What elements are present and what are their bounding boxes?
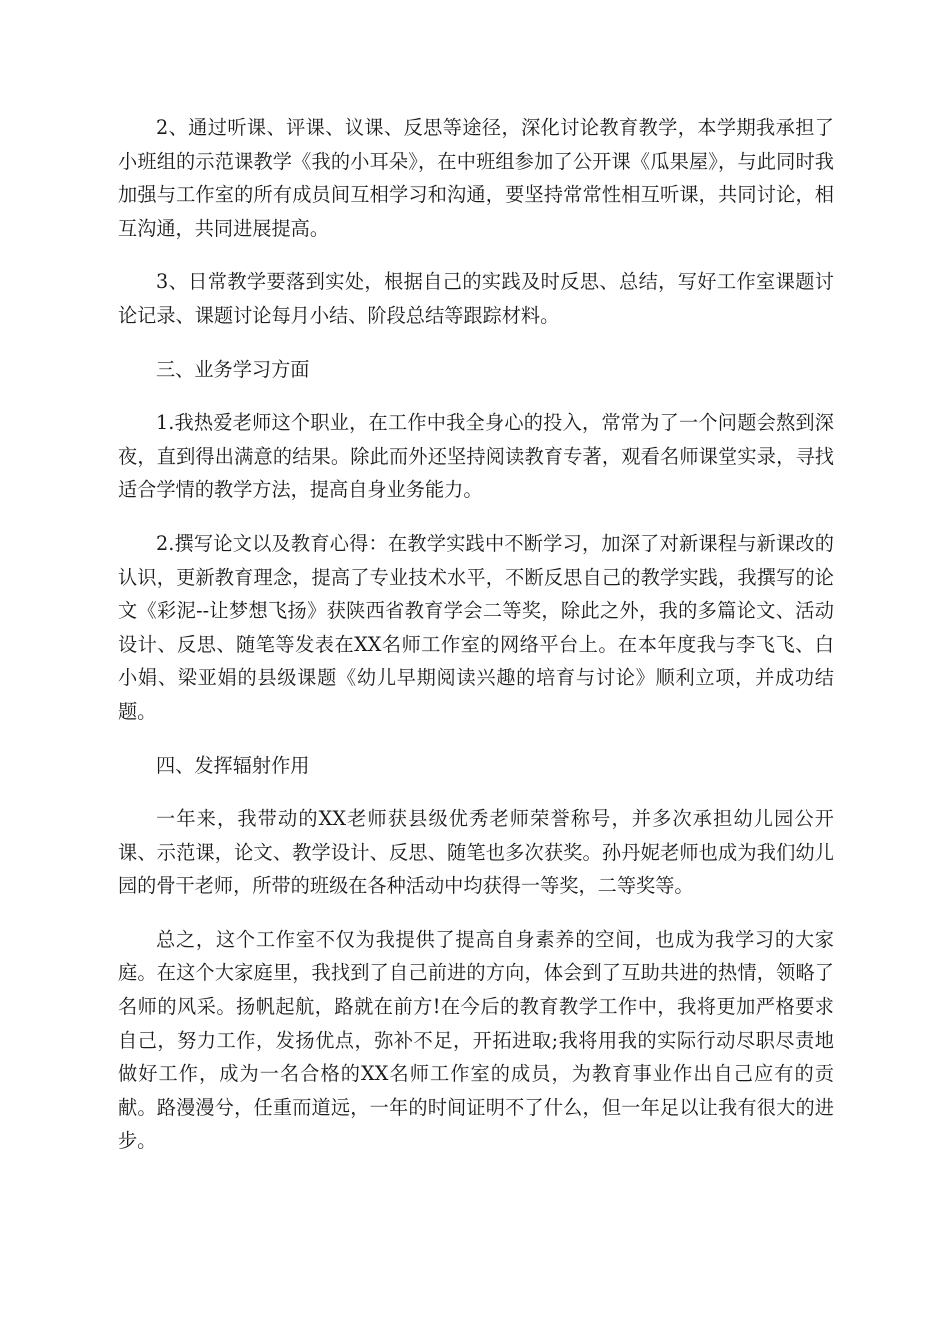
paragraph-love-profession: 1.我热爱老师这个职业，在工作中我全身心的投入，常常为了一个问题会熬到深夜，直到得出满意的结果。除此而外还坚持阅读教育专著，观看名师课堂实录，寻找适合学情的教学方法，提高自身业务能力。 — [118, 411, 834, 502]
paragraph-conclusion: 总之，这个工作室不仅为我提供了提高自身素养的空间，也成为我学习的大家庭。在这个大家庭里，我找到了自己前进的方向，体会到了互助共进的热情，领略了名师的风采。扬帆起航，路就在前方!在今后的教育教学工作中，我将更加严格要求自己，努力工作，发扬优点，弥补不足，开拓进取;我将用我的实际行动尽职尽责地做好工作，成为一名合格的XX名师工作室的成员，为教育事业作出自己应有的贡献。路漫漫兮，任重而道远，一年的时间证明不了什么，但一年足以让我有很大的进步。 — [118, 927, 834, 1153]
paragraph-listen-evaluate: 2、通过听课、评课、议课、反思等途径，深化讨论教育教学，本学期我承担了小班组的示范课教学《我的小耳朵》，在中班组参加了公开课《瓜果屋》，与此同时我加强与工作室的所有成员间互相学习和沟通，要坚持常常性相互听课，共同讨论，相互沟通，共同进展提高。 — [118, 116, 834, 240]
paragraph-year-results: 一年来，我带动的XX老师获县级优秀老师荣誉称号，并多次承担幼儿园公开课、示范课，论文、教学设计、反思、随笔也多次获奖。孙丹妮老师也成为我们幼儿园的骨干老师，所带的班级在各种活动中均获得一等奖，二等奖等。 — [118, 807, 834, 898]
paragraph-daily-teaching: 3、日常教学要落到实处，根据自己的实践及时反思、总结，写好工作室课题讨论记录、课题讨论每月小结、阶段总结等跟踪材料。 — [118, 270, 834, 327]
document-body — [118, 111, 834, 1178]
section-heading-radiation-role: 四、发挥辐射作用 — [156, 753, 310, 777]
paragraph-writing-papers: 2.撰写论文以及教育心得：在教学实践中不断学习，加深了对新课程与新课改的认识，更新教育理念，提高了专业技术水平，不断反思自己的教学实践，我撰写的论文《彩泥--让梦想飞扬》获陕西省教育学会二等奖，除此之外，我的多篇论文、活动设计、反思、随笔等发表在XX名师工作室的网络平台上。在本年度我与李飞飞、白小娟、梁亚娟的县级课题《幼儿早期阅读兴趣的培育与讨论》顺利立项，并成功结题。 — [118, 531, 834, 723]
section-heading-business-study: 三、业务学习方面 — [156, 357, 310, 381]
